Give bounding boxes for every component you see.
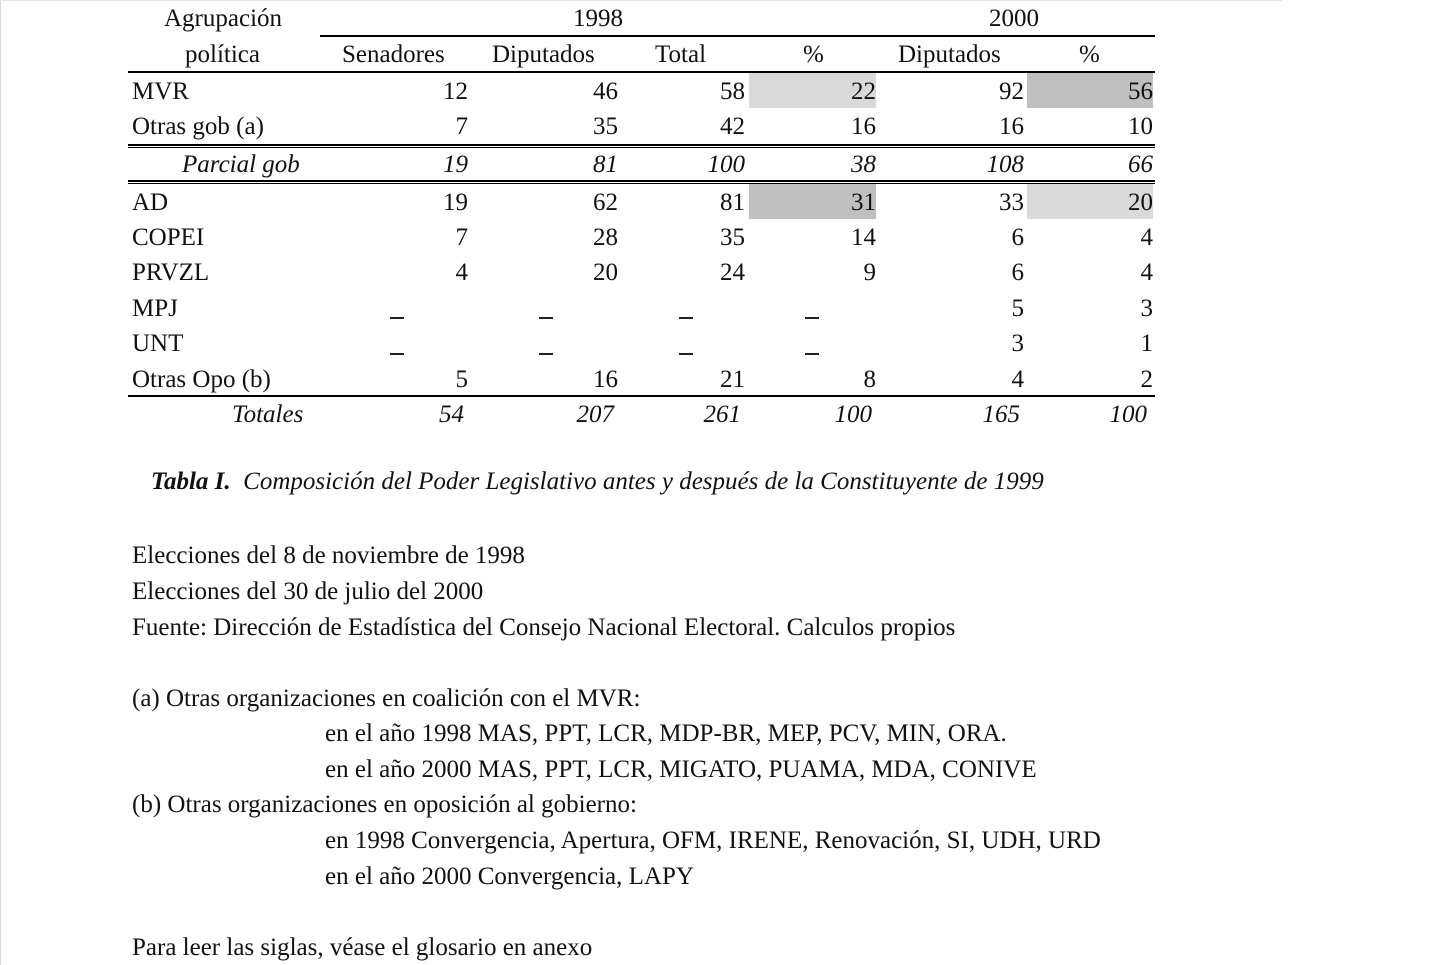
cell-pct-2000: 20 (1027, 184, 1153, 219)
row-label: UNT (132, 330, 184, 357)
cell-pct-2000: 3 (1140, 295, 1153, 322)
cell-pct-2000: 56 (1027, 73, 1153, 108)
cell-pct-1998: 16 (851, 113, 876, 140)
row-label: Otras Opo (b) (132, 366, 271, 393)
cell-total: 21 (720, 366, 745, 393)
row-label: MVR (132, 78, 189, 105)
cell-diputados-1998: 62 (593, 189, 618, 216)
cell-diputados-1998: 207 (576, 401, 614, 428)
table-row-totales (128, 396, 1155, 432)
cell-diputados-1998: 20 (593, 259, 618, 286)
cell-pct-2000: 100 (1109, 401, 1147, 428)
note-glossary: Para leer las siglas, véase el glosario en anexo (132, 934, 593, 961)
cell-total: 100 (707, 151, 745, 178)
note-a-2000: en el año 2000 MAS, PPT, LCR, MIGATO, PUAMA, MDA, CONIVE (325, 756, 1037, 783)
cell-senadores: 4 (455, 259, 468, 286)
table-row-mpj (128, 290, 1155, 326)
header-group-2000: 2000 (989, 5, 1039, 32)
cell-pct-1998: 100 (834, 401, 872, 428)
cell-diputados-2000: 6 (1011, 259, 1024, 286)
table-row-copei (128, 219, 1155, 255)
cell-diputados-2000: 5 (1011, 295, 1024, 322)
row-label: Totales (232, 401, 304, 428)
cell-pct-2000: 66 (1128, 151, 1153, 178)
cell-total: 24 (720, 259, 745, 286)
cell-pct-2000: 1 (1140, 330, 1153, 357)
header-agrupacion: Agrupación (164, 5, 283, 32)
cell-diputados-1998: 81 (593, 151, 618, 178)
caption-label: Tabla I. (151, 468, 231, 495)
table-row-unt (128, 325, 1155, 361)
cell-diputados-2000: 3 (1011, 330, 1024, 357)
cell-senadores: 54 (439, 401, 464, 428)
note-election-1998: Elecciones del 8 de noviembre de 1998 (132, 542, 525, 569)
header-pct-1998: % (803, 41, 824, 68)
note-b-2000: en el año 2000 Convergencia, LAPY (325, 863, 694, 890)
cell-pct-2000: 10 (1128, 113, 1153, 140)
header-total: Total (655, 41, 707, 68)
cell-total: 81 (720, 189, 745, 216)
note-a-1998: en el año 1998 MAS, PPT, LCR, MDP-BR, MEP, PCV, MIN, ORA. (325, 720, 1007, 747)
cell-senadores: 5 (455, 366, 468, 393)
empty-cell-dash (805, 317, 819, 319)
header-group-1998: 1998 (573, 5, 623, 32)
cell-senadores: 12 (443, 78, 468, 105)
page-top-border (0, 0, 1282, 1)
note-b-1998: en 1998 Convergencia, Apertura, OFM, IRENE, Renovación, SI, UDH, URD (325, 827, 1101, 854)
table-row-mvr (128, 73, 1155, 109)
cell-pct-1998: 31 (749, 184, 876, 219)
cell-pct-1998: 8 (863, 366, 876, 393)
cell-pct-2000: 4 (1140, 224, 1153, 251)
caption-text: Composición del Poder Legislativo antes y después de la Constituyente de 1999 (243, 468, 1044, 495)
cell-pct-1998: 38 (851, 151, 876, 178)
table-row-parcial-gob (128, 146, 1155, 182)
row-label: Otras gob (a) (132, 113, 264, 140)
header-group-rule (320, 35, 1155, 37)
cell-pct-1998: 14 (851, 224, 876, 251)
row-label: MPJ (132, 295, 178, 322)
cell-senadores: 7 (455, 224, 468, 251)
note-b-title: (b) Otras organizaciones en oposición al gobierno: (132, 791, 637, 818)
cell-diputados-2000: 108 (986, 151, 1024, 178)
header-senadores: Senadores (342, 41, 445, 68)
cell-pct-2000: 2 (1140, 366, 1153, 393)
cell-total: 58 (720, 78, 745, 105)
note-a-title: (a) Otras organizaciones en coalición con el MVR: (132, 685, 641, 712)
cell-diputados-2000: 4 (1011, 366, 1024, 393)
header-pct-2000: % (1079, 41, 1100, 68)
cell-diputados-1998: 46 (593, 78, 618, 105)
table-row-otras-gob (128, 108, 1155, 144)
cell-diputados-1998: 28 (593, 224, 618, 251)
empty-cell-dash (805, 353, 819, 355)
cell-diputados-2000: 92 (999, 78, 1024, 105)
row-label: Parcial gob (182, 151, 300, 178)
cell-pct-1998: 22 (749, 73, 876, 108)
cell-pct-2000: 4 (1140, 259, 1153, 286)
cell-diputados-2000: 165 (982, 401, 1020, 428)
row-label: AD (132, 189, 169, 216)
subtotal-bottom-rule (128, 180, 1155, 182)
empty-cell-dash (390, 317, 404, 319)
row-label: PRVZL (132, 259, 210, 286)
cell-senadores: 19 (443, 189, 468, 216)
cell-diputados-2000: 16 (999, 113, 1024, 140)
table-row-prvzl (128, 254, 1155, 290)
empty-cell-dash (539, 317, 553, 319)
cell-senadores: 7 (455, 113, 468, 140)
page-left-border (0, 0, 1, 965)
table-row-ad (128, 184, 1155, 220)
note-election-2000: Elecciones del 30 de julio del 2000 (132, 578, 484, 605)
cell-senadores: 19 (443, 151, 468, 178)
empty-cell-dash (679, 317, 693, 319)
cell-diputados-1998: 35 (593, 113, 618, 140)
table-row-otras-opo (128, 361, 1155, 397)
cell-total: 42 (720, 113, 745, 140)
cell-diputados-2000: 6 (1011, 224, 1024, 251)
table-caption (151, 468, 1044, 496)
header-diputados-1998: Diputados (492, 41, 595, 68)
empty-cell-dash (390, 353, 404, 355)
cell-total: 261 (703, 401, 741, 428)
row-label: COPEI (132, 224, 205, 251)
header-diputados-2000: Diputados (898, 41, 1001, 68)
cell-pct-1998: 9 (863, 259, 876, 286)
header-politica: política (185, 41, 260, 68)
note-source: Fuente: Dirección de Estadística del Consejo Nacional Electoral. Calculos propios (132, 614, 956, 641)
empty-cell-dash (679, 353, 693, 355)
cell-diputados-2000: 33 (999, 189, 1024, 216)
cell-total: 35 (720, 224, 745, 251)
cell-diputados-1998: 16 (593, 366, 618, 393)
empty-cell-dash (539, 353, 553, 355)
